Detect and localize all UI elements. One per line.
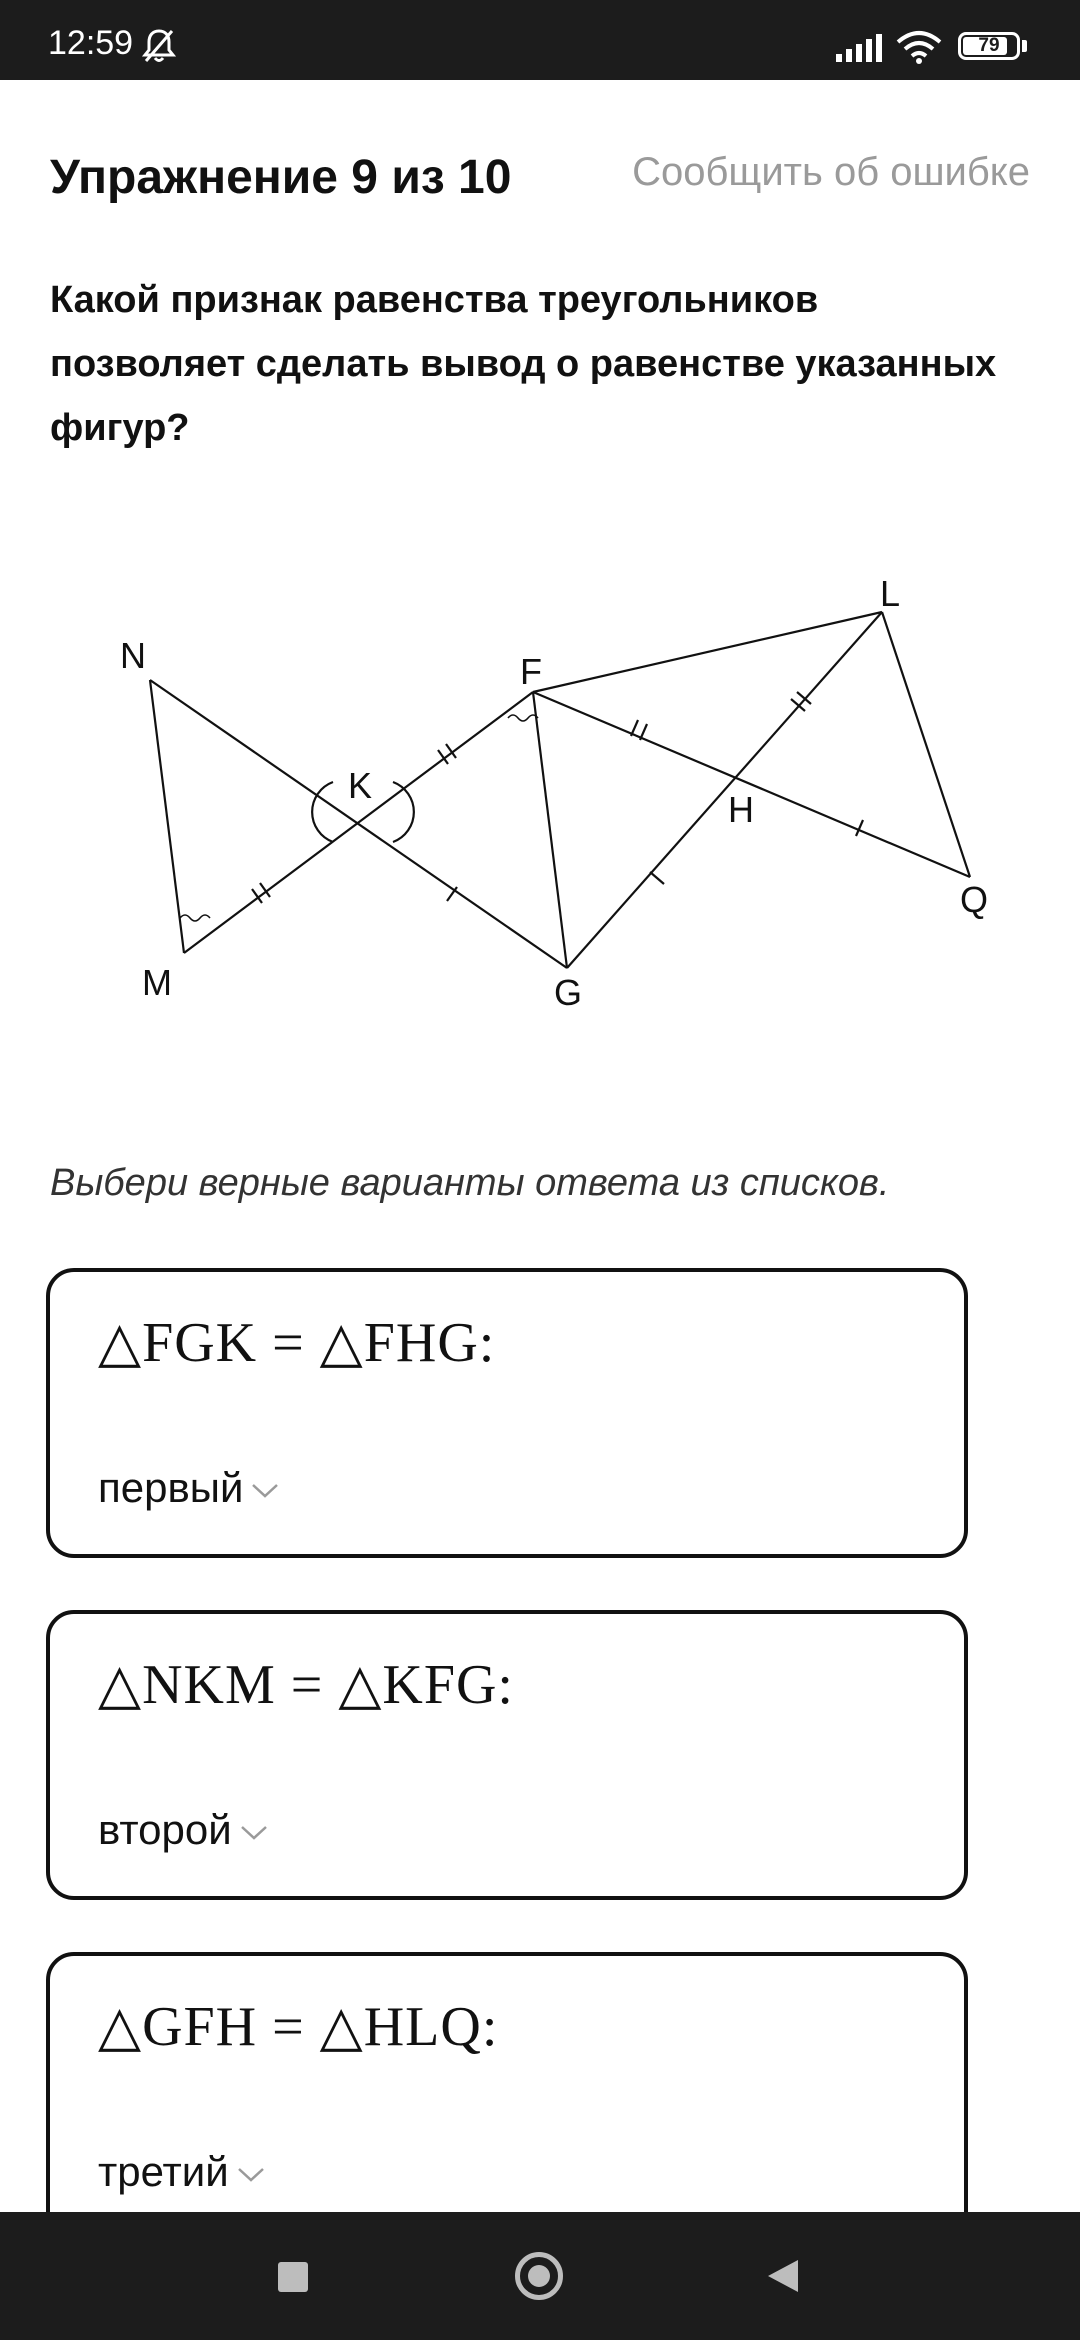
dropdown-value: второй — [98, 1806, 232, 1853]
card-formula: △GFH = △HLQ: — [98, 1996, 499, 2058]
label-f: F — [520, 651, 542, 692]
system-nav-bar — [0, 2212, 1080, 2340]
question-text: Какой признак равенства треугольников позволяет сделать вывод о равенстве указанных фигур? — [50, 279, 997, 449]
answer-dropdown[interactable] — [98, 1806, 268, 1854]
battery-icon — [958, 32, 1020, 60]
home-button[interactable] — [515, 2252, 563, 2300]
bell-off-icon — [142, 28, 176, 64]
triangles-diagram — [0, 540, 1080, 1040]
label-k: K — [348, 765, 373, 806]
report-error-link[interactable]: Сообщить об ошибке — [632, 150, 1030, 194]
wifi-icon — [896, 30, 942, 64]
label-l: L — [880, 573, 901, 614]
label-h: H — [728, 789, 754, 830]
instruction-text: Выбери верные варианты ответа из списков. — [50, 1162, 890, 1204]
chevron-down-icon — [240, 1825, 268, 1841]
dropdown-value: первый — [98, 1464, 244, 1511]
status-time: 12:59 — [48, 24, 134, 62]
label-q: Q — [960, 879, 989, 920]
status-bar — [0, 0, 1080, 80]
answer-card — [46, 1268, 968, 1558]
signal-icon — [836, 34, 882, 62]
recents-button[interactable] — [278, 2262, 308, 2292]
label-g: G — [554, 972, 583, 1013]
answer-card — [46, 1952, 968, 2242]
page-title: Упражнение 9 из 10 — [50, 151, 512, 204]
battery-cap — [1022, 40, 1027, 52]
chevron-down-icon — [237, 2167, 265, 2183]
battery-level: 79 — [978, 35, 1000, 56]
card-formula: △NKM = △KFG: — [98, 1654, 514, 1716]
label-m: M — [142, 962, 172, 1003]
answer-dropdown[interactable] — [98, 1464, 279, 1512]
label-n: N — [120, 635, 146, 676]
back-button[interactable] — [766, 2258, 800, 2294]
card-formula: △FGK = △FHG: — [98, 1312, 496, 1374]
chevron-down-icon — [251, 1483, 279, 1499]
answer-card — [46, 1610, 968, 1900]
home-icon — [528, 2265, 550, 2287]
answer-dropdown[interactable] — [98, 2148, 265, 2196]
dropdown-value: третий — [98, 2148, 229, 2195]
